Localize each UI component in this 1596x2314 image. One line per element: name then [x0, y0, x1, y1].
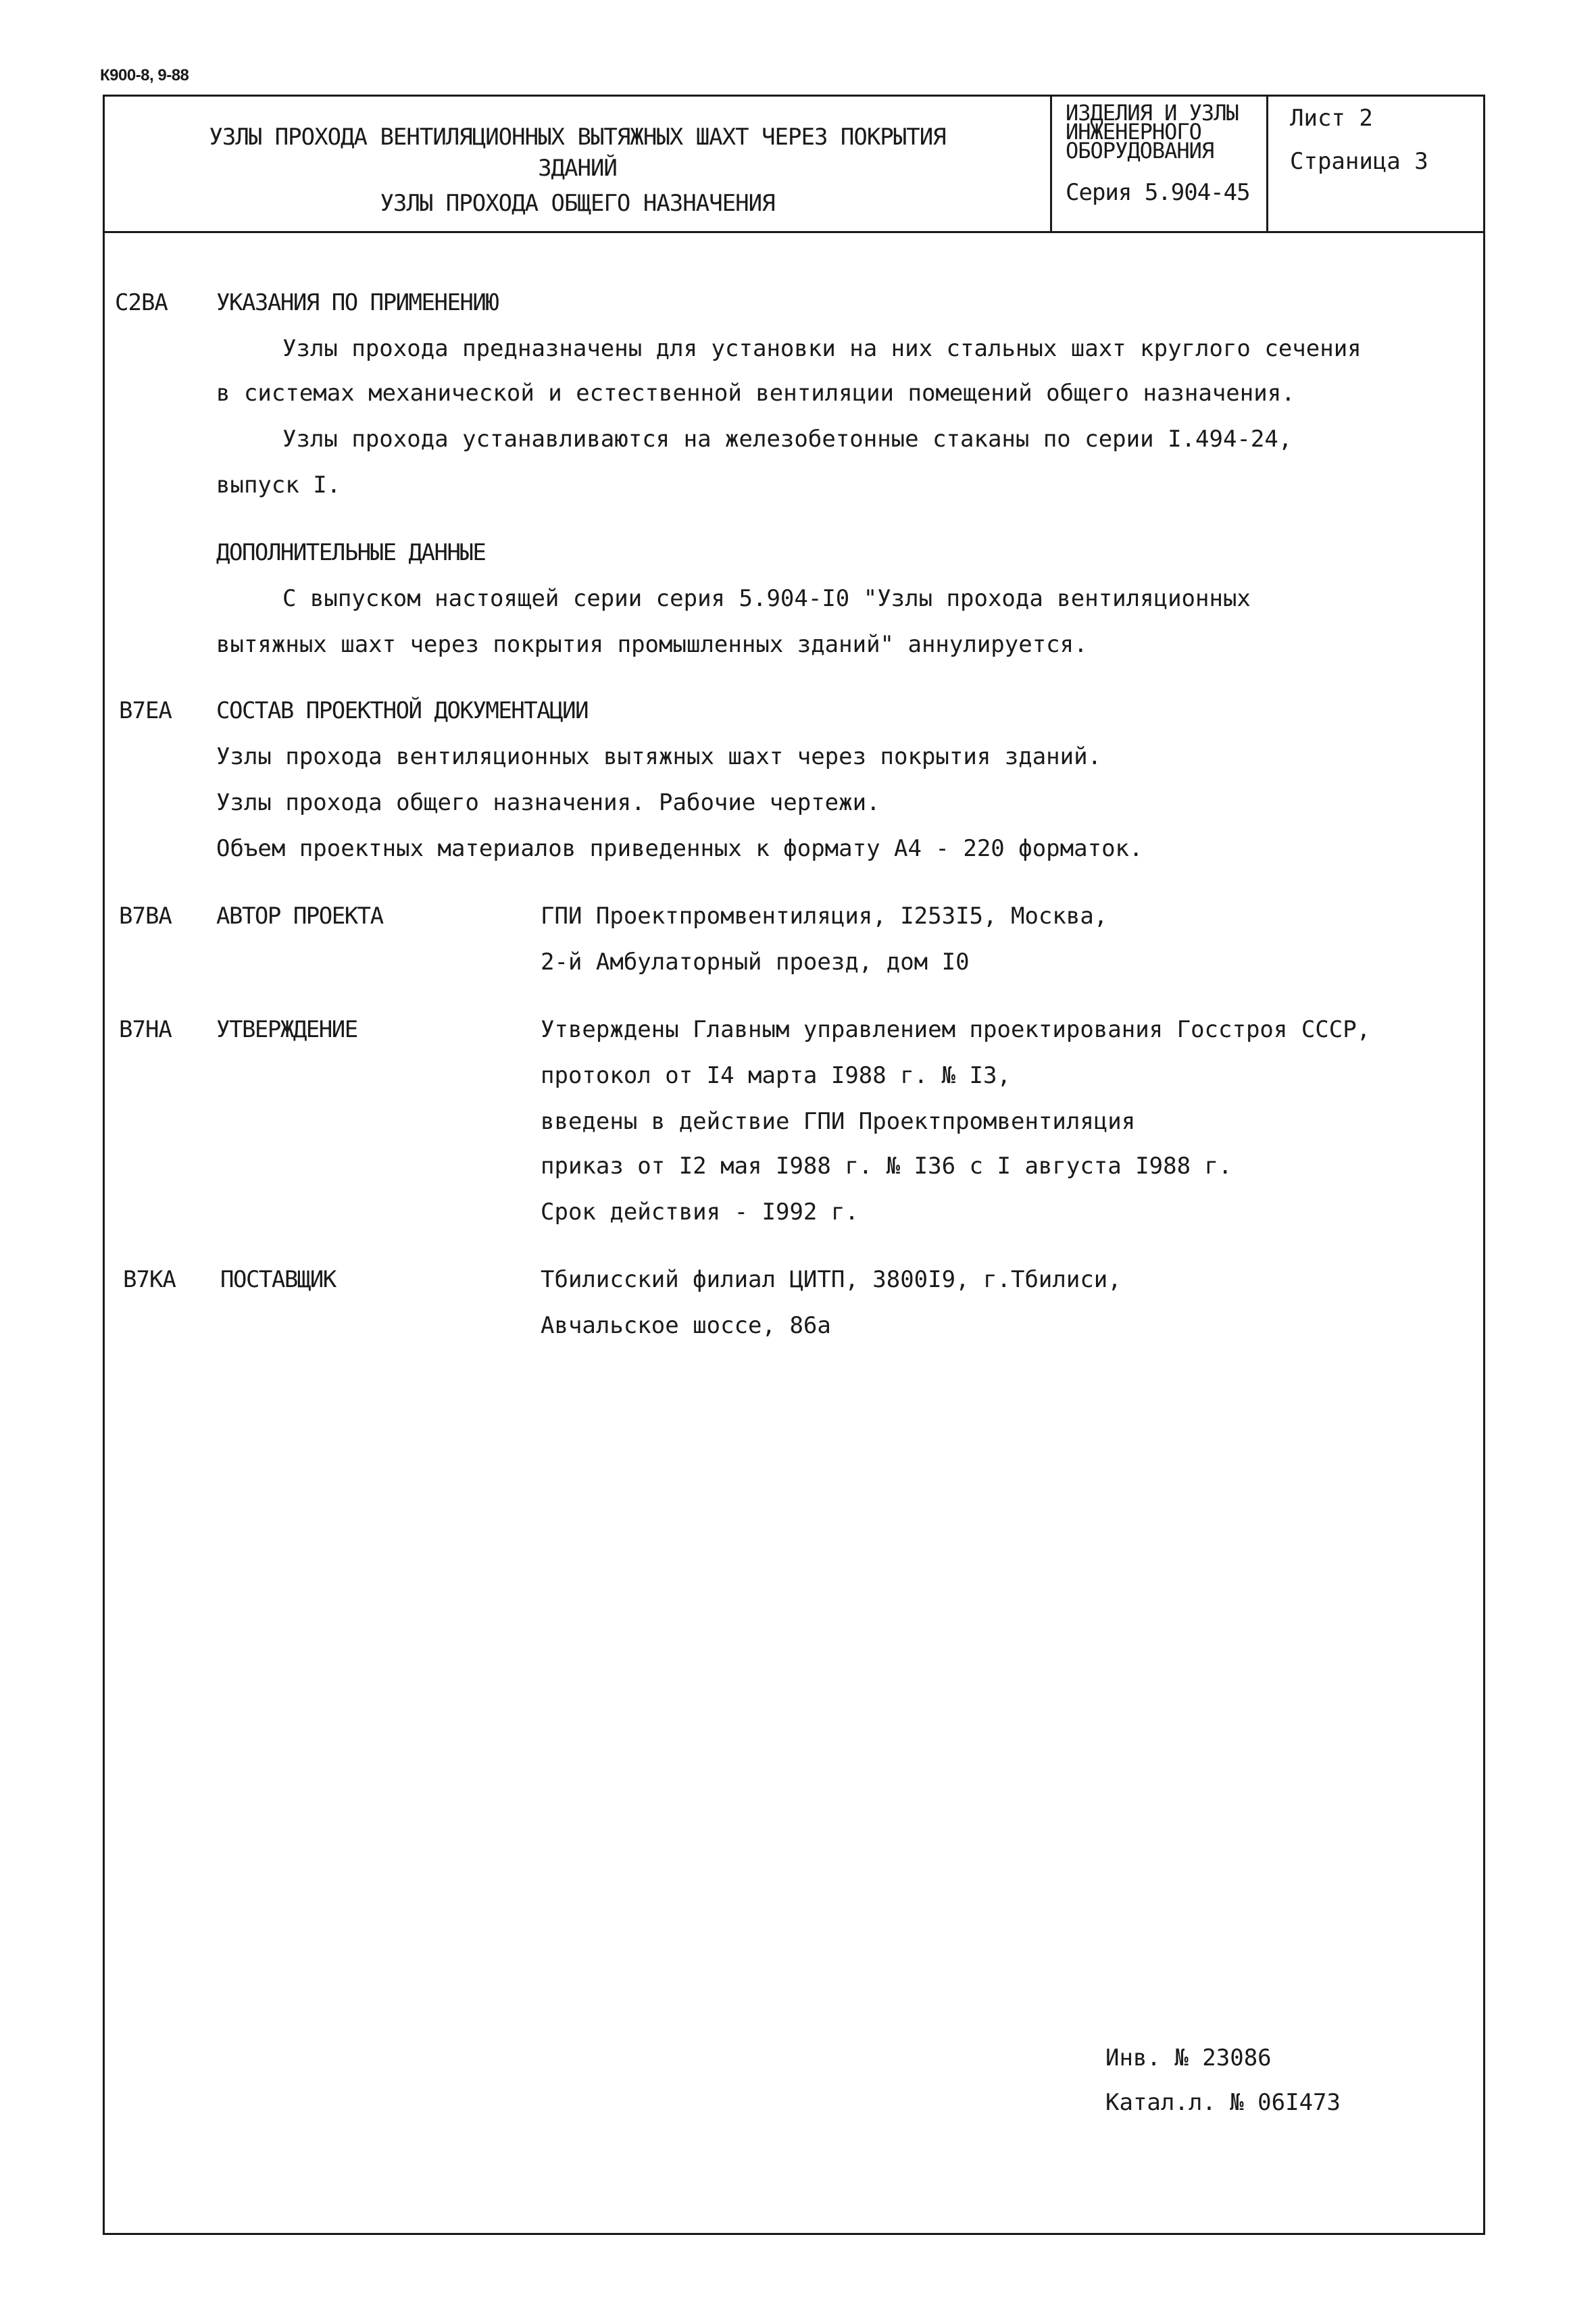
title-block — [105, 97, 1483, 233]
section-code-approval: В7НА — [119, 1016, 172, 1043]
section-code-supplier: В7КА — [123, 1266, 176, 1293]
category-line-3: ОБОРУДОВАНИЯ — [1066, 138, 1214, 164]
section-heading-extra: ДОПОЛНИТЕЛЬНЫЕ ДАННЫЕ — [216, 539, 486, 566]
supplier-line-1: Тбилисский филиал ЦИТП, 3800I9, г.Тбилиси, — [541, 1266, 1122, 1293]
author-line-2: 2-й Амбулаторный проезд, дом I0 — [541, 949, 970, 976]
sheet-cell — [1268, 97, 1485, 231]
section-heading-supplier: ПОСТАВЩИК — [220, 1266, 336, 1293]
section-code-author: В7ВА — [119, 903, 172, 930]
page-number: Страница 3 — [1290, 148, 1428, 175]
author-line-1: ГПИ Проектпромвентиляция, I253I5, Москва, — [541, 903, 1108, 930]
composition-line-3: Объем проектных материалов приведенных к формату А4 - 220 форматок. — [216, 835, 1143, 862]
section-heading-composition: СОСТАВ ПРОЕКТНОЙ ДОКУМЕНТАЦИИ — [216, 697, 589, 724]
approval-line-3: введены в действие ГПИ Проектпромвентиляция — [541, 1108, 1136, 1135]
usage-line-3: Узлы прохода устанавливаются на железобетонные стаканы по серии I.494-24, — [282, 426, 1293, 453]
title-line-3: УЗЛЫ ПРОХОДА ОБЩЕГО НАЗНАЧЕНИЯ — [380, 190, 775, 217]
series-number: Серия 5.904-45 — [1066, 179, 1250, 206]
inventory-number: Инв. № 23086 — [1105, 2044, 1272, 2071]
title-line-2: ЗДАНИЙ — [538, 155, 617, 182]
series-cell — [1052, 97, 1268, 231]
category-line-2: ИНЖЕНЕРНОГО — [1066, 119, 1201, 145]
approval-line-5: Срок действия - I992 г. — [541, 1199, 859, 1226]
supplier-line-2: Авчальское шоссе, 86а — [541, 1312, 831, 1339]
title-cell — [105, 97, 1052, 231]
approval-line-2: протокол от I4 марта I988 г. № I3, — [541, 1062, 1011, 1089]
sheet-number: Лист 2 — [1290, 105, 1373, 132]
section-heading-author: АВТОР ПРОЕКТА — [216, 903, 383, 930]
title-line-1: УЗЛЫ ПРОХОДА ВЕНТИЛЯЦИОННЫХ ВЫТЯЖНЫХ ШАХТ ЧЕРЕЗ ПОКРЫТИЯ — [209, 124, 946, 151]
document-stamp: К900-8, 9-88 — [100, 66, 189, 84]
section-heading-usage: УКАЗАНИЯ ПО ПРИМЕНЕНИЮ — [216, 289, 499, 316]
section-code-composition: В7ЕА — [119, 697, 172, 724]
section-code-usage: С2ВА — [115, 289, 168, 316]
approval-line-4: приказ от I2 мая I988 г. № I36 с I августа I988 г. — [541, 1153, 1232, 1180]
extra-line-1: С выпуском настоящей серии серия 5.904-I0 "Узлы прохода вентиляционных — [282, 585, 1251, 612]
usage-line-1: Узлы прохода предназначены для установки на них стальных шахт круглого сечения — [282, 335, 1362, 362]
extra-line-2: вытяжных шахт через покрытия промышленных зданий" аннулируется. — [216, 631, 1088, 658]
catalog-number: Катал.л. № 06I473 — [1105, 2089, 1341, 2116]
category-line-1: ИЗДЕЛИЯ И УЗЛЫ — [1066, 100, 1239, 126]
usage-line-4: выпуск I. — [216, 472, 341, 499]
approval-line-1: Утверждены Главным управлением проектирования Госстроя СССР, — [541, 1016, 1371, 1043]
composition-line-1: Узлы прохода вентиляционных вытяжных шахт через покрытия зданий. — [216, 743, 1102, 770]
usage-line-2: в системах механической и естественной вентиляции помещений общего назначения. — [216, 380, 1295, 407]
composition-line-2: Узлы прохода общего назначения. Рабочие чертежи. — [216, 789, 880, 816]
section-heading-approval: УТВЕРЖДЕНИЕ — [216, 1016, 357, 1043]
